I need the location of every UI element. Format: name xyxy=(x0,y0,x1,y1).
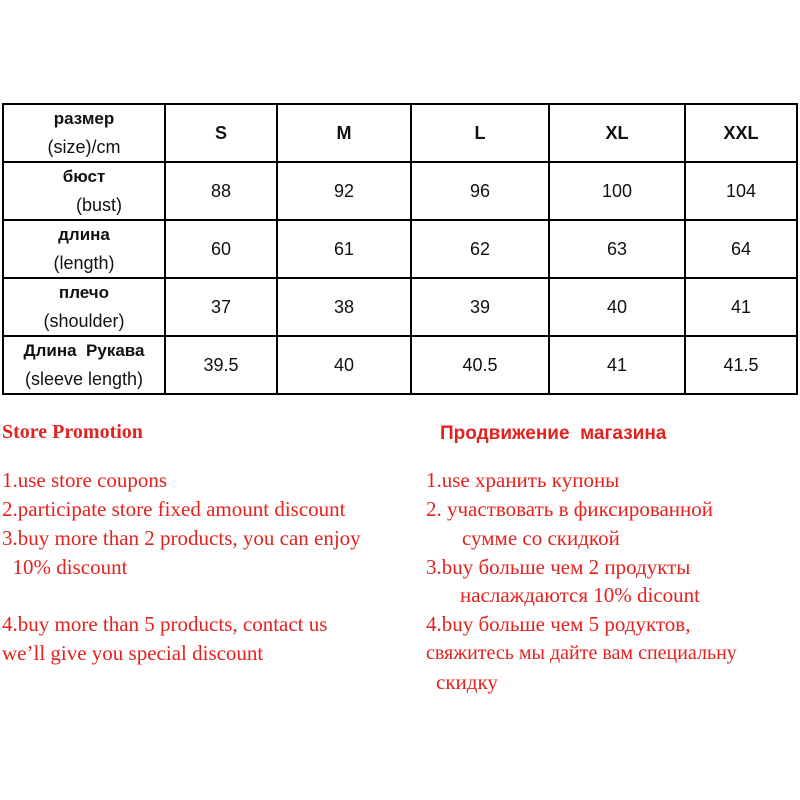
table-cell: 62 xyxy=(411,220,549,278)
promo-en-line-2: 2.participate store fixed amount discount xyxy=(2,497,346,521)
size-label-ru: размер xyxy=(53,109,115,128)
size-label-cell xyxy=(3,104,165,162)
table-cell: 88 xyxy=(165,162,277,220)
table-row-bust xyxy=(3,162,797,220)
table-cell: 40.5 xyxy=(411,336,549,394)
table-cell: 92 xyxy=(277,162,411,220)
row-label-en: (length) xyxy=(53,253,115,273)
promo-en-line-3: 3.buy more than 2 products, you can enjoy xyxy=(2,526,361,550)
row-label-en: (shoulder) xyxy=(43,311,125,331)
size-header-xl: XL xyxy=(549,104,685,162)
row-label-ru: длина xyxy=(58,225,110,244)
table-cell: 40 xyxy=(549,278,685,336)
size-header-xxl: XXL xyxy=(685,104,797,162)
table-row-sleeve-length xyxy=(3,336,797,394)
size-header-m: M xyxy=(277,104,411,162)
row-label-length xyxy=(3,220,165,278)
table-cell: 61 xyxy=(277,220,411,278)
size-header-s: S xyxy=(165,104,277,162)
promo-ru-line-4: 3.buy больше чем 2 продукты xyxy=(426,555,691,579)
row-label-sleeve-length xyxy=(3,336,165,394)
table-cell: 37 xyxy=(165,278,277,336)
table-cell: 38 xyxy=(277,278,411,336)
promo-en-line-1: 1.use store coupons xyxy=(2,468,168,492)
promo-ru-line-1: 1.use хранить купоны xyxy=(426,468,620,492)
promo-ru-line-7: свяжитесь мы дайте вам специальну xyxy=(426,642,737,664)
table-cell: 104 xyxy=(685,162,797,220)
size-chart-table xyxy=(2,103,798,395)
row-label-ru: Длина Рукава xyxy=(23,341,145,360)
size-header-l: L xyxy=(411,104,549,162)
table-row-shoulder xyxy=(3,278,797,336)
table-cell: 41 xyxy=(685,278,797,336)
row-label-en: (sleeve length) xyxy=(24,369,144,389)
table-cell: 96 xyxy=(411,162,549,220)
row-label-en: (bust) xyxy=(75,195,122,215)
promo-ru-line-8: скидку xyxy=(436,670,498,694)
table-cell: 60 xyxy=(165,220,277,278)
promo-en-line-4: 10% discount xyxy=(2,555,128,579)
promo-ru-line-3: сумме со скидкой xyxy=(462,526,620,550)
promo-en-line-6: we’ll give you special discount xyxy=(2,641,264,665)
row-label-shoulder xyxy=(3,278,165,336)
table-cell: 63 xyxy=(549,220,685,278)
promo-ru-line-2: 2. участвовать в фиксированной xyxy=(426,497,713,521)
promo-title-en: Store Promotion xyxy=(2,421,143,443)
promo-title-ru: Продвижение магазина xyxy=(440,423,667,444)
row-label-ru: плечо xyxy=(58,283,110,302)
table-cell: 64 xyxy=(685,220,797,278)
table-header-row xyxy=(3,104,797,162)
table-row-length xyxy=(3,220,797,278)
promo-en-line-5: 4.buy more than 5 products, contact us xyxy=(2,612,328,636)
table-cell: 41.5 xyxy=(685,336,797,394)
table-cell: 39.5 xyxy=(165,336,277,394)
table-cell: 40 xyxy=(277,336,411,394)
row-label-ru: бюст xyxy=(62,167,106,186)
row-label-bust xyxy=(3,162,165,220)
table-cell: 41 xyxy=(549,336,685,394)
table-cell: 39 xyxy=(411,278,549,336)
promo-ru-line-5: наслаждаются 10% dicount xyxy=(460,583,701,607)
size-label-en: (size)/cm xyxy=(47,137,121,157)
table-cell: 100 xyxy=(549,162,685,220)
promo-ru-line-6: 4.buy больше чем 5 родуктов, xyxy=(426,612,691,636)
